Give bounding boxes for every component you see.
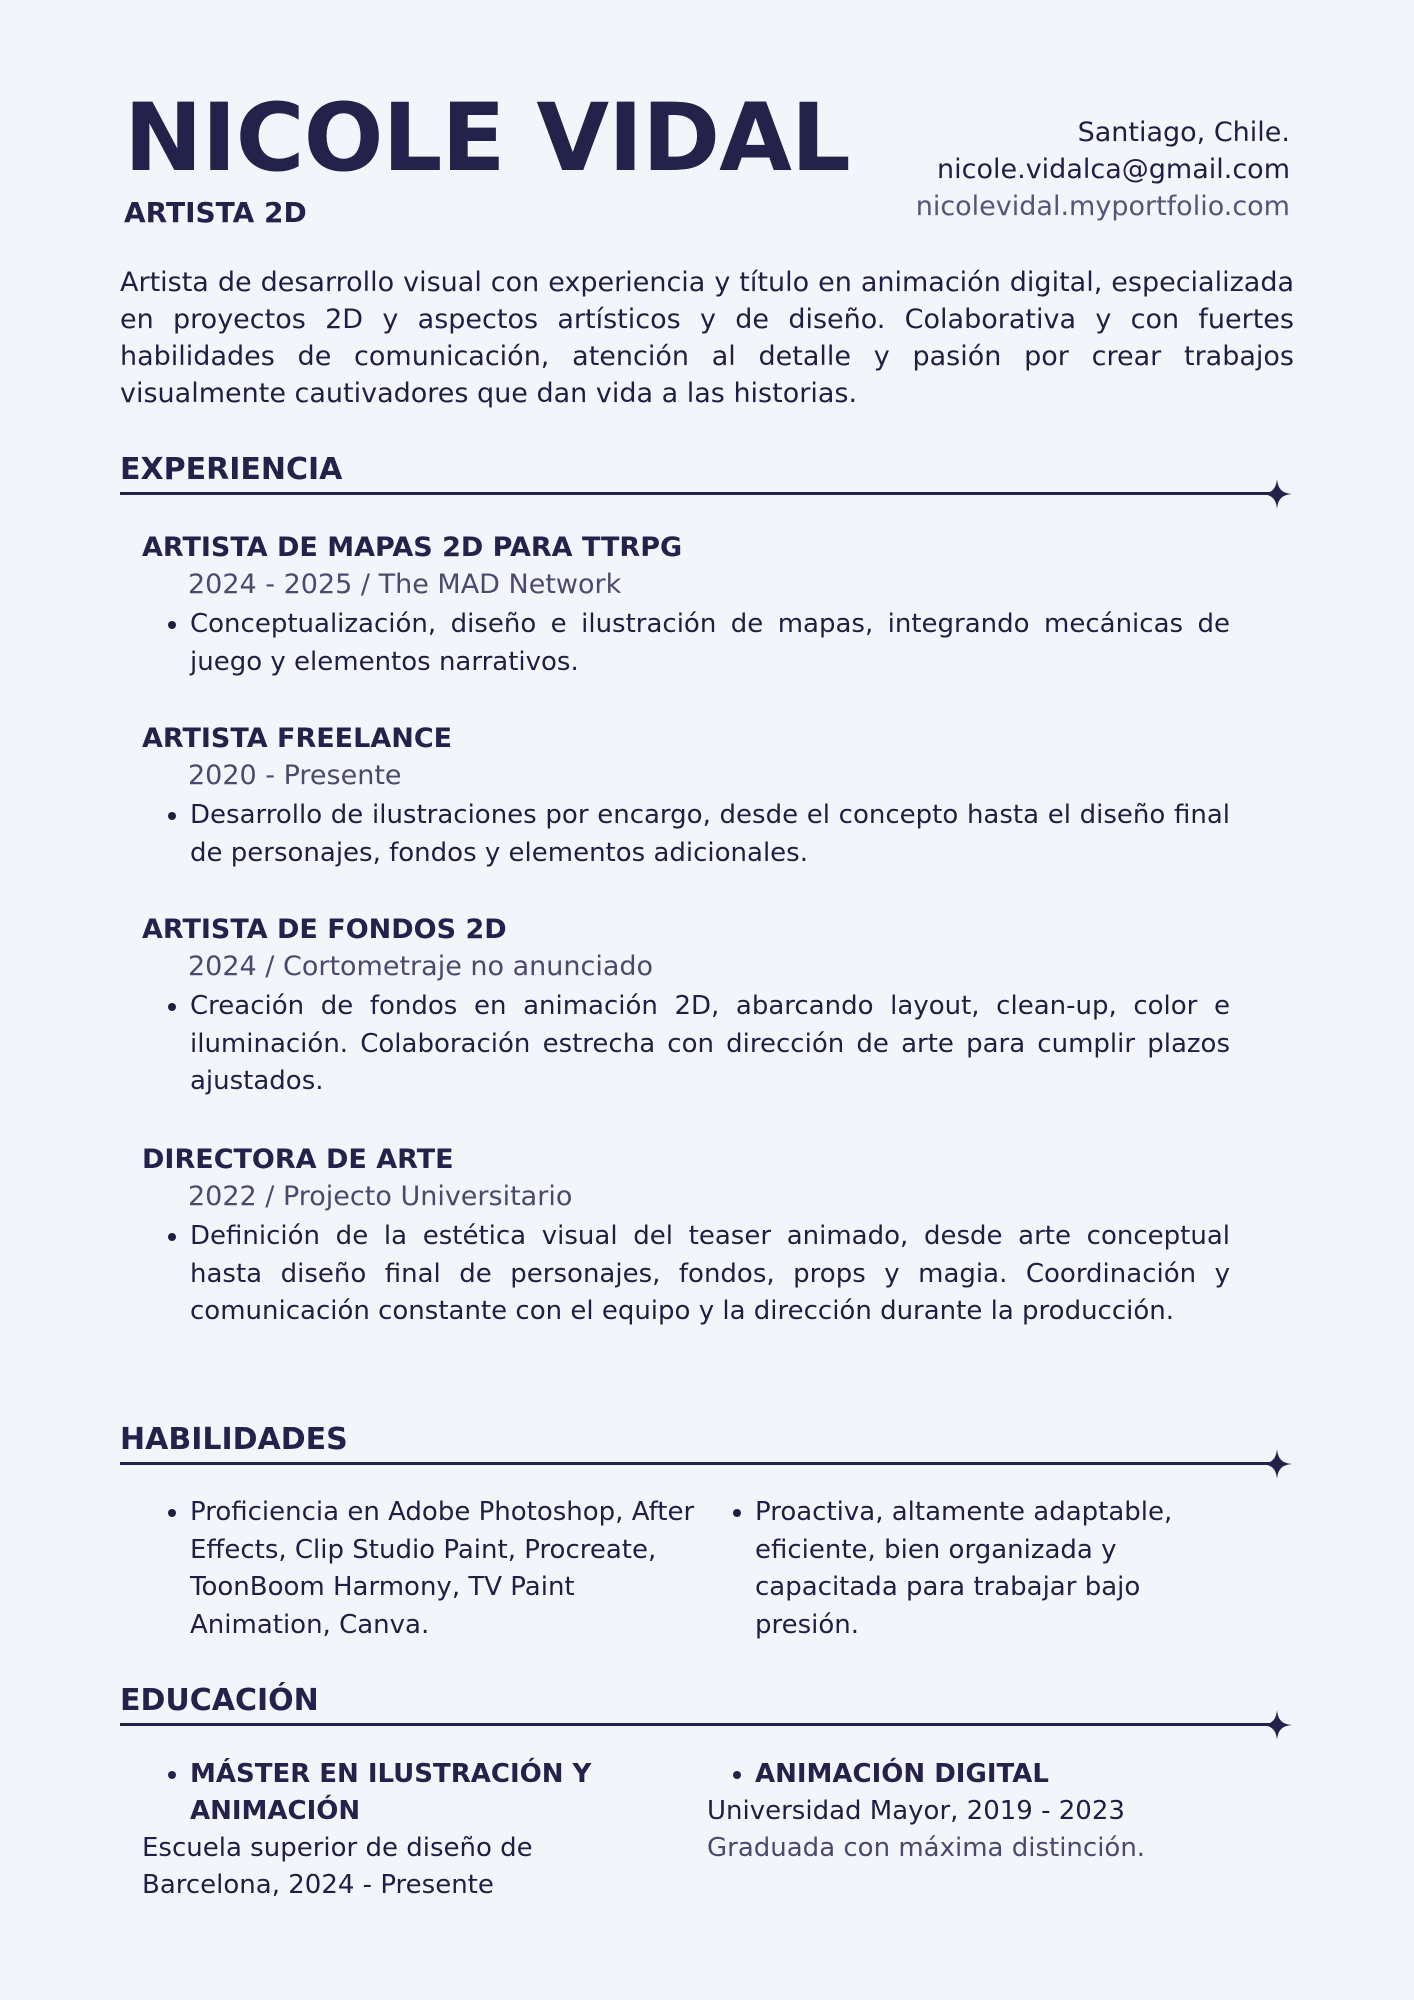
candidate-name: NICOLE VIDAL xyxy=(124,84,850,193)
experience-item xyxy=(142,530,1230,681)
skill-item: • Proficiencia en Adobe Photoshop, After Effects, Clip Studio Paint, Procreate, ToonBoom Harmony, TV Paint Animation, Canva. xyxy=(190,1494,702,1644)
section-title-skills: HABILIDADES xyxy=(120,1422,348,1457)
skills-column-right xyxy=(707,1494,1247,1644)
skill-item: • Proactiva, altamente adaptable, eficiente, bien organizada y capacitada para trabajar bajo presión. xyxy=(755,1494,1247,1644)
section-title-experience: EXPERIENCIA xyxy=(120,452,343,487)
education-item xyxy=(142,1756,612,1904)
education-note: Graduada con máxima distinción. xyxy=(707,1833,1146,1863)
job-title: ARTISTA FREELANCE xyxy=(142,723,453,754)
job-bullet: • Creación de fondos en animación 2D, abarcando layout, clean-up, color e iluminación. Colaboración estrecha con dirección de arte para cumplir plazos ajustados. xyxy=(190,988,1230,1101)
job-bullet: • Conceptualización, diseño e ilustración de mapas, integrando mecánicas de juego y elementos narrativos. xyxy=(190,606,1230,681)
job-bullets xyxy=(142,797,1230,872)
job-bullets xyxy=(142,606,1230,681)
candidate-role: ARTISTA 2D xyxy=(124,196,307,229)
job-bullet: • Desarrollo de ilustraciones por encargo, desde el concepto hasta el diseño final de personajes, fondos y elementos adicionales. xyxy=(190,797,1230,872)
job-meta: 2020 - Presente xyxy=(188,760,402,791)
education-degree-list xyxy=(142,1756,612,1830)
skills-list xyxy=(142,1494,702,1644)
education-degree-list xyxy=(707,1756,1247,1793)
job-bullets xyxy=(142,988,1230,1101)
job-title: DIRECTORA DE ARTE xyxy=(142,1144,454,1175)
section-divider-experience xyxy=(120,492,1276,495)
profile-summary: Artista de desarrollo visual con experiencia y título en animación digital, especializada en proyectos 2D y aspectos artísticos y de diseño. Colaborativa y con fuertes habilidades de comunicación, atención al detalle y pasión por crear trabajos visualmente cautivadores que dan vida a las historias. xyxy=(120,267,1294,409)
job-meta: 2024 - 2025 / The MAD Network xyxy=(188,569,622,600)
job-meta: 2022 / Projecto Universitario xyxy=(188,1181,573,1212)
job-meta: 2024 / Cortometraje no anunciado xyxy=(188,951,654,982)
job-bullets xyxy=(142,1218,1230,1331)
sparkle-icon xyxy=(1262,1710,1292,1740)
education-item xyxy=(707,1756,1247,1867)
contact-email[interactable]: nicole.vidalca@gmail.com xyxy=(937,154,1290,185)
section-divider-education xyxy=(120,1723,1276,1726)
contact-block xyxy=(916,114,1290,225)
education-degree: • MÁSTER EN ILUSTRACIÓN Y ANIMACIÓN xyxy=(190,1756,612,1830)
job-title: ARTISTA DE FONDOS 2D xyxy=(142,914,507,945)
experience-item xyxy=(142,912,1230,1101)
job-bullet: • Definición de la estética visual del teaser animado, desde arte conceptual hasta diseño final de personajes, fondos, props y magia. Coordinación y comunicación constante con el equipo y la dirección durante la producción. xyxy=(190,1218,1230,1331)
section-title-education: EDUCACIÓN xyxy=(120,1683,319,1718)
contact-website[interactable]: nicolevidal.myportfolio.com xyxy=(915,191,1290,222)
experience-item xyxy=(142,721,1230,872)
experience-item xyxy=(142,1142,1230,1331)
education-detail: Universidad Mayor, 2019 - 2023 xyxy=(707,1796,1125,1826)
education-detail: Escuela superior de diseño de Barcelona, 2024 - Presente xyxy=(142,1833,533,1900)
contact-location: Santiago, Chile. xyxy=(1077,117,1290,148)
sparkle-icon xyxy=(1262,1449,1292,1479)
section-divider-skills xyxy=(120,1462,1276,1465)
skills-list xyxy=(707,1494,1247,1644)
sparkle-icon xyxy=(1262,479,1292,509)
job-title: ARTISTA DE MAPAS 2D PARA TTRPG xyxy=(142,532,683,563)
education-degree: • ANIMACIÓN DIGITAL xyxy=(755,1756,1247,1793)
skills-column-left xyxy=(142,1494,702,1644)
